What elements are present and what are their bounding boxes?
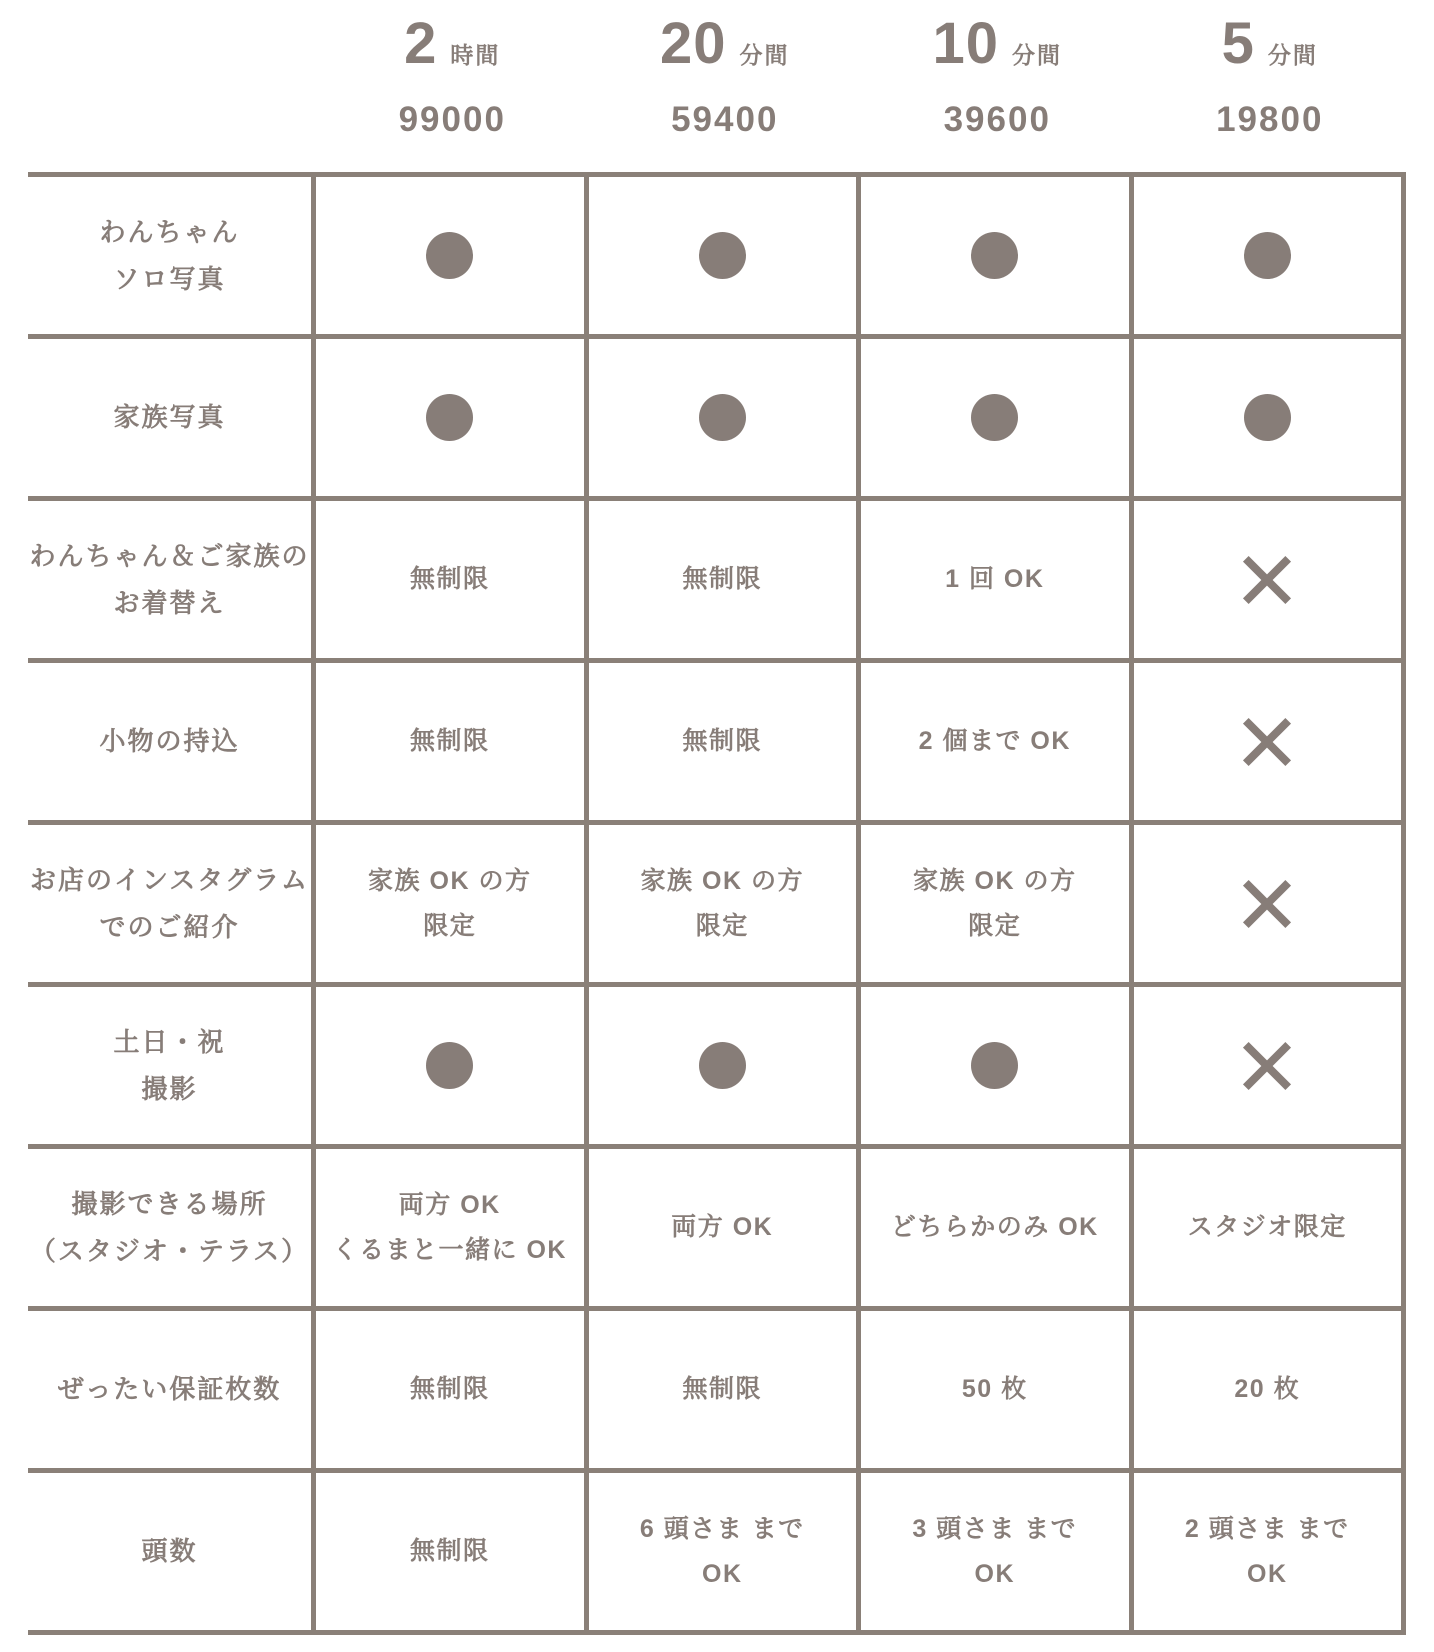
plan-price: 39600 <box>943 99 1051 139</box>
table-row <box>28 1149 1406 1311</box>
included-cell <box>1134 339 1407 496</box>
plan-header-2h <box>316 0 589 172</box>
plan-duration: 10 <box>932 11 999 76</box>
cell-value-line: OK <box>974 1559 1015 1588</box>
plan-duration-group <box>659 11 790 76</box>
plan-price: 99000 <box>398 99 506 139</box>
row-label <box>28 1149 316 1306</box>
cell-value-line: 両方 OK <box>671 1213 774 1241</box>
row-label <box>28 1473 316 1630</box>
plan-price: 59400 <box>671 99 779 139</box>
table-row <box>28 339 1406 501</box>
row-label-line: 小物の持込 <box>99 726 240 756</box>
table-row <box>28 177 1406 339</box>
cell-value-line: くるまと一緒に OK <box>332 1235 567 1264</box>
pricing-table <box>28 172 1406 1635</box>
cell-value-line: 無制限 <box>409 1537 490 1565</box>
cell-value-line: 無制限 <box>682 727 762 755</box>
cell-value-line: どちらかのみ OK <box>890 1213 1099 1241</box>
row-label <box>28 987 316 1144</box>
included-dot-icon <box>699 1042 746 1089</box>
plan-header-5min <box>1134 0 1407 172</box>
cell-value-line: 家族 OK の方 <box>368 866 532 895</box>
value-cell <box>589 501 862 658</box>
plan-header-10min <box>861 0 1134 172</box>
included-dot-icon <box>699 394 746 441</box>
included-cell <box>861 987 1134 1144</box>
not-included-cell <box>1134 825 1407 982</box>
plan-duration-group <box>1221 11 1318 76</box>
value-cell <box>316 1473 589 1630</box>
table-row <box>28 501 1406 663</box>
included-dot-icon <box>971 1042 1018 1089</box>
included-cell <box>861 339 1134 496</box>
cell-value-line: 6 頭さま まで <box>639 1514 805 1543</box>
value-cell <box>861 1311 1134 1468</box>
cell-value-line: 限定 <box>423 911 477 940</box>
row-label <box>28 1311 316 1468</box>
included-cell <box>1134 177 1407 334</box>
included-cell <box>316 339 589 496</box>
row-label-line: 撮影 <box>141 1073 198 1104</box>
cell-value-line: 無制限 <box>409 727 490 755</box>
included-dot-icon <box>699 232 746 279</box>
plan-header-20min <box>589 0 862 172</box>
value-cell <box>861 663 1134 820</box>
row-label-line: でのご紹介 <box>99 911 240 942</box>
included-dot-icon <box>971 394 1018 441</box>
row-label-line: お着替え <box>113 587 226 618</box>
cell-value-line: 無制限 <box>682 1375 762 1403</box>
value-cell <box>589 663 862 820</box>
value-cell <box>1134 1311 1407 1468</box>
not-included-x-icon <box>1244 719 1290 765</box>
row-label <box>28 339 316 496</box>
table-row <box>28 825 1406 987</box>
table-row <box>28 663 1406 825</box>
value-cell <box>1134 1473 1407 1630</box>
row-label <box>28 663 316 820</box>
cell-value-line: 限定 <box>695 911 749 940</box>
table-row <box>28 1473 1406 1635</box>
value-cell <box>589 1149 862 1306</box>
value-cell <box>861 501 1134 658</box>
value-cell <box>861 825 1134 982</box>
cell-value-line: 両方 OK <box>398 1190 501 1219</box>
row-label-line: 家族写真 <box>113 402 226 432</box>
row-label <box>28 501 316 658</box>
row-label <box>28 177 316 334</box>
row-label-line: わんちゃん＆ご家族の <box>29 540 310 571</box>
header-spacer <box>28 0 316 172</box>
plan-duration: 5 <box>1221 11 1255 76</box>
included-cell <box>861 177 1134 334</box>
cell-value-line: OK <box>702 1559 743 1588</box>
not-included-cell <box>1134 663 1407 820</box>
not-included-x-icon <box>1244 557 1290 603</box>
included-cell <box>589 177 862 334</box>
cell-value-line: 3 頭さま まで <box>912 1514 1078 1543</box>
row-label-line: ソロ写真 <box>113 263 226 294</box>
not-included-x-icon <box>1244 1043 1290 1089</box>
value-cell <box>861 1473 1134 1630</box>
plan-duration-unit: 分間 <box>1267 42 1318 68</box>
plan-duration-unit: 分間 <box>1012 42 1062 68</box>
included-cell <box>589 987 862 1144</box>
value-cell <box>589 1473 862 1630</box>
included-cell <box>316 177 589 334</box>
not-included-cell <box>1134 501 1407 658</box>
value-cell <box>316 1311 589 1468</box>
cell-value-line: 無制限 <box>682 565 762 593</box>
row-label-line: （スタジオ・テラス） <box>29 1235 310 1266</box>
plan-duration: 20 <box>659 11 727 76</box>
cell-value-line: 2 個まで OK <box>918 727 1071 755</box>
value-cell <box>861 1149 1134 1306</box>
cell-value-line: 1 回 OK <box>945 565 1045 593</box>
pricing-page <box>28 0 1406 1635</box>
included-cell <box>589 339 862 496</box>
cell-value-line: スタジオ限定 <box>1187 1213 1347 1241</box>
plan-price: 19800 <box>1216 99 1324 139</box>
cell-value-line: 2 頭さま まで <box>1184 1514 1350 1543</box>
cell-value-line: OK <box>1247 1559 1288 1588</box>
cell-value-line: 50 枚 <box>961 1375 1028 1403</box>
included-dot-icon <box>1244 232 1291 279</box>
table-row <box>28 1311 1406 1473</box>
value-cell <box>316 663 589 820</box>
row-label-line: お店のインスタグラム <box>30 864 309 895</box>
row-label-line: ぜったい保証枚数 <box>57 1374 282 1404</box>
value-cell <box>589 825 862 982</box>
cell-value-line: 家族 OK の方 <box>913 866 1077 895</box>
not-included-x-icon <box>1244 881 1290 927</box>
included-dot-icon <box>971 232 1018 279</box>
cell-value-line: 家族 OK の方 <box>640 866 804 895</box>
value-cell <box>316 1149 589 1306</box>
plan-duration-unit: 時間 <box>450 42 501 68</box>
cell-value-line: 限定 <box>968 911 1022 940</box>
included-dot-icon <box>1244 394 1291 441</box>
cell-value-line: 無制限 <box>409 1375 490 1403</box>
value-cell <box>316 501 589 658</box>
included-dot-icon <box>426 394 473 441</box>
row-label-line: 撮影できる場所 <box>71 1188 268 1219</box>
row-label-line: 土日・祝 <box>113 1026 226 1057</box>
table-row <box>28 987 1406 1149</box>
row-label <box>28 825 316 982</box>
plan-duration-unit: 分間 <box>739 42 790 68</box>
value-cell <box>1134 1149 1407 1306</box>
plans-header <box>28 0 1406 172</box>
included-dot-icon <box>426 232 473 279</box>
plan-duration-group <box>404 11 501 76</box>
row-label-line: わんちゃん <box>99 216 240 247</box>
value-cell <box>316 825 589 982</box>
row-label-line: 頭数 <box>141 1536 198 1566</box>
included-cell <box>316 987 589 1144</box>
plan-duration: 2 <box>404 11 438 76</box>
included-dot-icon <box>426 1042 473 1089</box>
not-included-cell <box>1134 987 1407 1144</box>
value-cell <box>589 1311 862 1468</box>
cell-value-line: 20 枚 <box>1234 1375 1301 1403</box>
cell-value-line: 無制限 <box>409 565 490 593</box>
plan-duration-group <box>932 11 1062 76</box>
